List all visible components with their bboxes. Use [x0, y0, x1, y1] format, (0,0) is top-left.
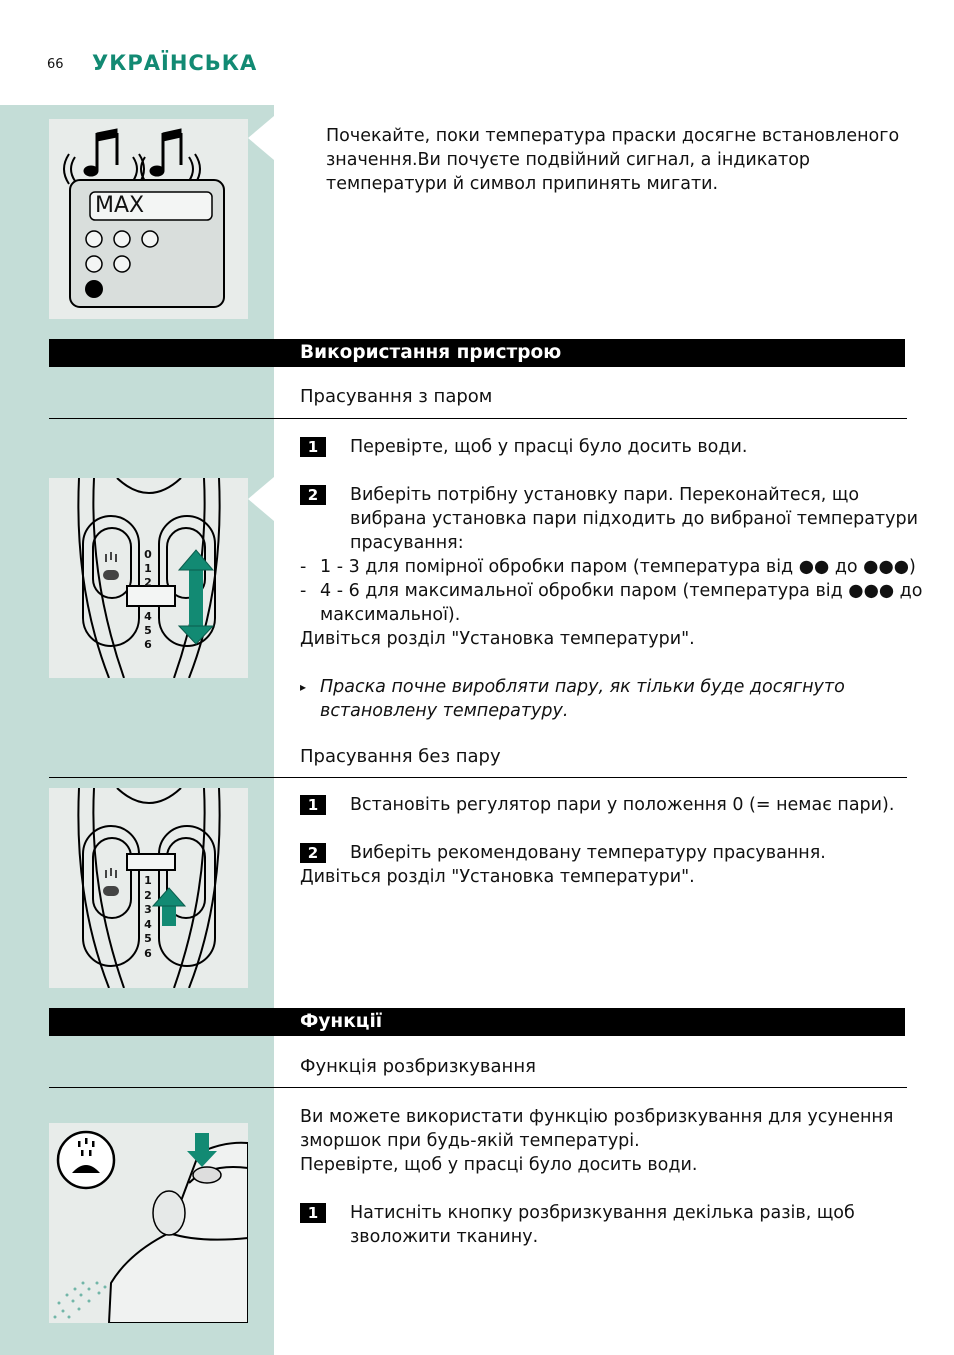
step-text: Перевірте, щоб у прасці було досить води. [350, 437, 748, 457]
temperature-display-illustration [49, 119, 248, 319]
illustration-pointer [248, 477, 274, 521]
see-section-text: Дивіться розділ "Установка температури". [300, 867, 695, 887]
note-text: Праска почне виробляти пару, як тільки буде досягнуто встановлену температуру. [320, 677, 845, 721]
divider [49, 418, 907, 419]
list-item: 1 - 3 для помірної обробки паром (температура від ●● до ●●●) [320, 557, 916, 577]
divider [49, 1087, 907, 1088]
note-marker: ▸ [300, 680, 307, 694]
step-number: 1 [300, 795, 326, 815]
see-section-text: Дивіться розділ "Установка температури". [300, 629, 695, 649]
arrow-icon [189, 568, 203, 628]
divider [49, 777, 907, 778]
heading-spray: Функція розбризкування [300, 1056, 536, 1077]
step-text: Виберіть потрібну установку пари. Переконайтеся, що вибрана установка пари підходить до вибраної температури прасування: [350, 485, 918, 553]
spray-description: Ви можете використати функцію розбризкування для усунення зморшок при будь-якій температурі. Перевірте, щоб у прасці було досить води. [300, 1107, 894, 1175]
section-title-use: Використання пристрою [300, 342, 562, 363]
step-text: Виберіть рекомендовану температуру прасування. [350, 843, 826, 863]
language-heading: УКРАЇНСЬКА [92, 51, 258, 75]
spray-illustration [49, 1123, 248, 1323]
page-number: 66 [47, 57, 64, 72]
list-dash: - [300, 581, 307, 601]
step-number: 1 [300, 437, 326, 457]
max-display-label: MAX [95, 193, 145, 218]
step-number: 1 [300, 1203, 326, 1223]
section-bar-features [49, 1008, 905, 1036]
list-item: 4 - 6 для максимальної обробки паром (температура від ●●● до максимальної). [320, 581, 923, 625]
steam-dial-illustration [49, 478, 248, 678]
step-text: Натисніть кнопку розбризкування декілька разів, щоб зволожити тканину. [350, 1203, 855, 1247]
arrow-icon [162, 904, 176, 926]
section-title-features: Функції [300, 1011, 383, 1032]
intro-text: Почекайте, поки температура праски досягне встановленого значення.Ви почуєте подвійний сигнал, а індикатор температури й символ припинять мигати. [326, 126, 900, 194]
heading-dry-ironing: Прасування без пару [300, 746, 501, 767]
step-number: 2 [300, 485, 326, 505]
music-note-icon [49, 119, 248, 319]
step-number: 2 [300, 843, 326, 863]
step-text: Встановіть регулятор пари у положення 0 (= немає пари). [350, 795, 895, 815]
dry-dial-illustration [49, 788, 248, 988]
dial-numbers: 1 2 3 4 5 6 [144, 874, 152, 960]
illustration-pointer [248, 116, 274, 160]
list-dash: - [300, 557, 307, 577]
heading-steam-ironing: Прасування з паром [300, 386, 493, 407]
dial-numbers: 0 1 2 4 5 6 [144, 548, 152, 651]
